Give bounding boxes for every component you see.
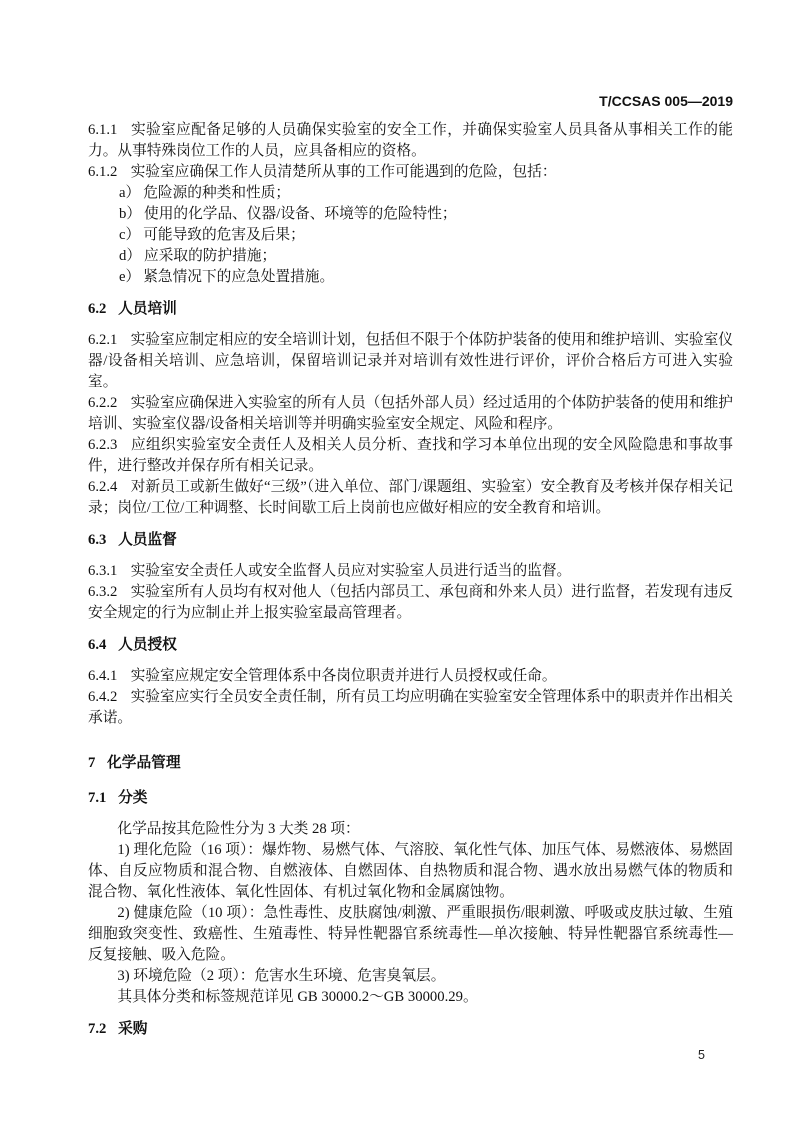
clause-text: 采购 [118, 1021, 148, 1037]
clause-paragraph [88, 561, 733, 582]
clause-text: 化学品按其危险性分为 3 大类 28 项： [117, 821, 360, 837]
clause-paragraph [88, 666, 733, 687]
clause-text: 使用的化学品、仪器/设备、环境等的危险特性； [144, 206, 457, 222]
clause-text: 实验室应配备足够的人员确保实验室的安全工作，并确保实验室人员具备从事相关工作的能力。从事特殊岗位工作的人员，应具备相应的资格。 [88, 122, 733, 159]
clause-number: 6.4 [88, 637, 107, 653]
clause-text: 可能导致的危害及后果； [143, 227, 305, 243]
sub-list-item [119, 225, 733, 246]
clause-paragraph [88, 435, 733, 477]
clause-number: 7.1 [88, 790, 107, 806]
body-paragraph [88, 903, 733, 966]
clause-number: e） [119, 269, 141, 285]
clause-number: 6.3 [88, 532, 107, 548]
section-heading [88, 530, 733, 551]
clause-text: 3) 环境危险（2 项）：危害水生环境、危害臭氧层。 [117, 968, 446, 984]
clause-text: 实验室安全责任人或安全监督人员应对实验室人员进行适当的监督。 [130, 563, 572, 579]
clause-text: 实验室所有人员均有权对他人（包括内部员工、承包商和外来人员）进行监督，若发现有违反安全规定的行为应制止并上报实验室最高管理者。 [88, 584, 733, 621]
clause-paragraph [88, 162, 733, 183]
section-heading [88, 1019, 733, 1040]
clause-number: 6.4.1 [88, 668, 118, 684]
standard-number-header: T/CCSAS 005—2019 [599, 93, 733, 109]
clause-number: b） [119, 206, 142, 222]
body-paragraph [88, 987, 733, 1008]
clause-paragraph [88, 477, 733, 519]
clause-number: 7 [88, 755, 96, 771]
sub-list-item [119, 246, 733, 267]
clause-text: 实验室应确保工作人员清楚所从事的工作可能遇到的危险，包括： [130, 164, 557, 180]
clause-text: 应采取的防护措施； [144, 248, 277, 264]
clause-text: 实验室应实行全员安全责任制，所有员工均应明确在实验室安全管理体系中的职责并作出相关承诺。 [88, 689, 733, 726]
clause-number: 6.3.1 [88, 563, 118, 579]
clause-text: 危险源的种类和性质； [143, 185, 291, 201]
clause-text: 2) 健康危险（10 项）：急性毒性、皮肤腐蚀/刺激、严重眼损伤/眼刺激、呼吸或皮肤过敏、生殖细胞致突变性、致癌性、生殖毒性、特异性靶器官系统毒性—单次接触、特异性靶器官系统毒性—反复接触、吸入危险。 [88, 905, 733, 963]
body-paragraph [88, 819, 733, 840]
clause-text: 人员监督 [118, 532, 177, 548]
sub-list-item [119, 267, 733, 288]
clause-paragraph [88, 330, 733, 393]
clause-number: 6.3.2 [88, 584, 118, 600]
clause-text: 实验室应确保进入实验室的所有人员（包括外部人员）经过适用的个体防护装备的使用和维护培训、实验室仪器/设备相关培训等并明确实验室安全规定、风险和程序。 [88, 395, 733, 432]
clause-text: 应组织实验室安全责任人及相关人员分析、查找和学习本单位出现的安全风险隐患和事故事件，进行整改并保存所有相关记录。 [88, 437, 733, 474]
section-heading [88, 299, 733, 320]
clause-number: 6.2.4 [88, 479, 118, 495]
clause-text: 人员培训 [118, 301, 177, 317]
clause-text: 分类 [118, 790, 148, 806]
clause-paragraph [88, 582, 733, 624]
clause-number: 7.2 [88, 1021, 107, 1037]
clause-text: 实验室应制定相应的安全培训计划，包括但不限于个体防护装备的使用和维护培训、实验室仪器/设备相关培训、应急培训，保留培训记录并对培训有效性进行评价，评价合格后方可进入实验室。 [88, 332, 733, 390]
section-heading [88, 635, 733, 656]
clause-paragraph [88, 687, 733, 729]
chapter-heading [88, 753, 733, 774]
page-number: 5 [698, 1048, 705, 1062]
clause-number: c） [119, 227, 141, 243]
clause-text: 紧急情况下的应急处置措施。 [143, 269, 335, 285]
section-heading [88, 788, 733, 809]
sub-list-item [119, 204, 733, 225]
clause-paragraph [88, 393, 733, 435]
clause-number: 6.4.2 [88, 689, 118, 705]
clause-number: 6.1.1 [88, 122, 118, 138]
clause-number: 6.2 [88, 301, 107, 317]
clause-text: 对新员工或新生做好“三级”（进入单位、部门/课题组、实验室）安全教育及考核并保存相关记录；岗位/工位/工种调整、长时间歇工后上岗前也应做好相应的安全教育和培训。 [88, 479, 733, 516]
clause-number: 6.2.1 [88, 332, 118, 348]
clause-text: 化学品管理 [107, 755, 181, 771]
clause-text: 其具体分类和标签规范详见 GB 30000.2～GB 30000.29。 [117, 989, 478, 1005]
clause-number: 6.1.2 [88, 164, 118, 180]
clause-number: 6.2.3 [88, 437, 118, 453]
clause-number: d） [119, 248, 142, 264]
clause-number: a） [119, 185, 141, 201]
body-paragraph [88, 840, 733, 903]
clause-paragraph [88, 120, 733, 162]
document-body [88, 120, 733, 1040]
clause-text: 人员授权 [118, 637, 177, 653]
clause-number: 6.2.2 [88, 395, 118, 411]
sub-list-item [119, 183, 733, 204]
body-paragraph [88, 966, 733, 987]
clause-text: 1) 理化危险（16 项）：爆炸物、易燃气体、气溶胶、氧化性气体、加压气体、易燃液体、易燃固体、自反应物质和混合物、自燃液体、自燃固体、自热物质和混合物、遇水放出易燃气体的物质和混合物、氧化性液体、氧化性固体、有机过氧化物和金属腐蚀物。 [88, 842, 733, 900]
clause-text: 实验室应规定安全管理体系中各岗位职责并进行人员授权或任命。 [130, 668, 557, 684]
